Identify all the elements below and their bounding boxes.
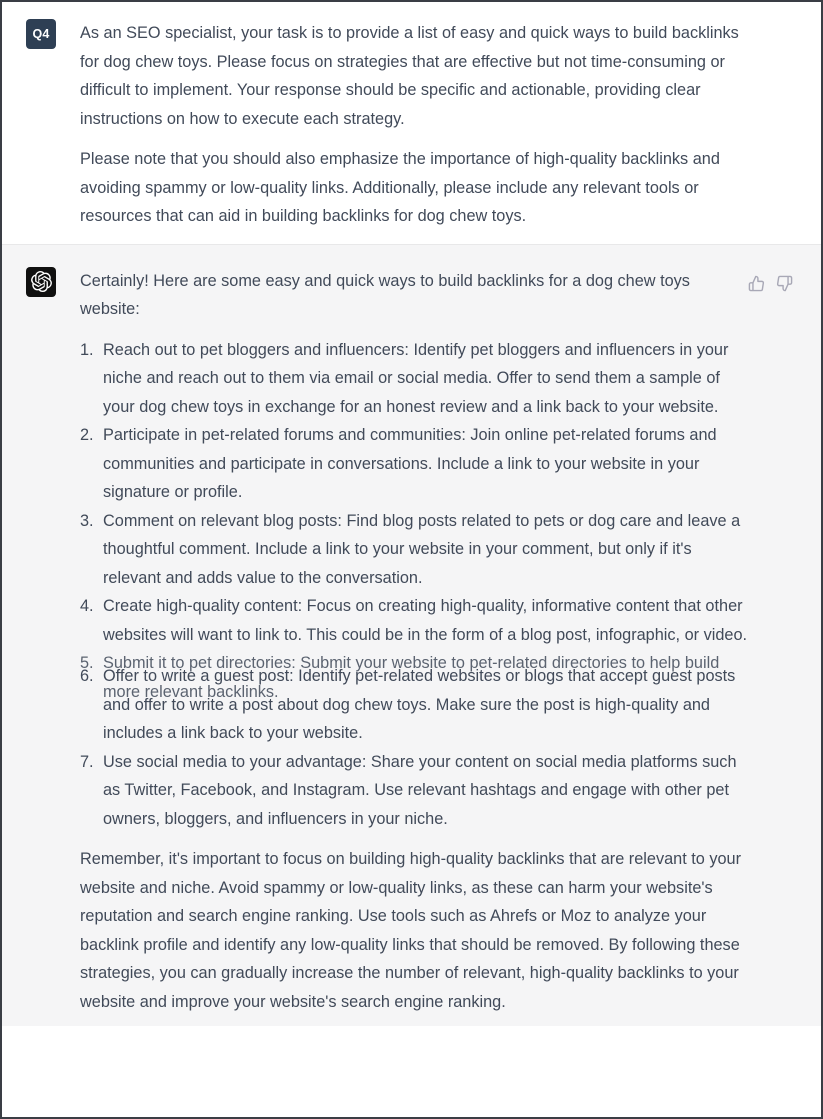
list-item-number: 1. (80, 340, 94, 359)
assistant-intro: Certainly! Here are some easy and quick ways to build backlinks for a dog chew toys website: (80, 271, 690, 318)
list-item (80, 592, 752, 649)
feedback-controls (748, 275, 793, 292)
list-item (80, 662, 752, 748)
thumbs-up-icon[interactable] (748, 275, 765, 292)
list-item-text: Submit it to pet directories: Submit your website to pet-related directories to help build more relevant backlinks. (103, 654, 720, 701)
list-item-number: 2. (80, 426, 94, 444)
bottom-spacer (2, 1026, 821, 1040)
list-item-number: 5. (80, 654, 94, 672)
list-item-text: Reach out to pet bloggers and influencers: Identify pet bloggers and influencers in your niche and reach out to them via email or social media. Offer to send them a sample of your dog chew toys in exchange for an honest review and a link back to your website. (103, 340, 729, 416)
user-paragraph-2: Please note that you should also emphasize the importance of high-quality backlinks and avoiding spammy or low-quality links. Additionally, please include any relevant tools or resources that can aid in building backlinks for dog chew toys. (80, 150, 720, 225)
user-message-content (80, 19, 752, 231)
list-item (80, 748, 752, 834)
thumbs-down-icon[interactable] (776, 275, 793, 292)
list-item-text: Participate in pet-related forums and communities: Join online pet-related forums and communities and participate in conversations. Include a link to your website in your signature or profile. (103, 426, 717, 501)
user-message-row (2, 2, 821, 244)
list-item (80, 507, 752, 593)
assistant-closing: Remember, it's important to focus on building high-quality backlinks that are relevant to your website and niche. Avoid spammy or low-quality links, as these can harm your website's reputation and search engine ranking. Use tools such as Ahrefs or Moz to analyze your backlink profile and identify any low-quality links that should be removed. By following these strategies, you can gradually increase the number of relevant, high-quality backlinks to your website and improve your website's search engine ranking. (80, 850, 742, 1011)
list-item-number: 3. (80, 511, 94, 530)
list-item-text: Create high-quality content: Focus on creating high-quality, informative content that other websites will want to link to. This could be in the form of a blog post, infographic, or video. (103, 597, 748, 644)
assistant-message-row (2, 244, 821, 1027)
list-item-text: Use social media to your advantage: Share your content on social media platforms such as Twitter, Facebook, and Instagram. Use relevant hashtags and engage with other pet owners, bloggers, and influencers in your niche. (103, 752, 737, 828)
list-item-number: 4. (80, 597, 94, 615)
assistant-message-content (80, 267, 752, 1017)
openai-logo-icon (26, 267, 56, 297)
list-item-text: Comment on relevant blog posts: Find blog posts related to pets or dog care and leave a thoughtful comment. Include a link to your website in your comment, but only if it's relevant and adds value to the conversation. (103, 511, 741, 587)
list-item-number: 7. (80, 752, 94, 771)
strategies-list (80, 336, 752, 834)
list-item-clipped (80, 649, 752, 701)
list-item-text: Offer to write a guest post: Identify pet-related websites or blogs that accept guest posts and offer to write a post about dog chew toys. Make sure the post is high-quality and includes a link back to your website. (103, 667, 736, 742)
list-item-number: 6. (80, 667, 94, 685)
list-item (80, 421, 752, 507)
user-paragraph-1: As an SEO specialist, your task is to provide a list of easy and quick ways to build backlinks for dog chew toys. Please focus on strategies that are effective but not time-consuming or difficult to implement. Your response should be specific and actionable, providing clear instructions on how to execute each strategy. (80, 24, 739, 128)
list-item (80, 336, 752, 422)
user-badge: Q4 (26, 19, 56, 49)
